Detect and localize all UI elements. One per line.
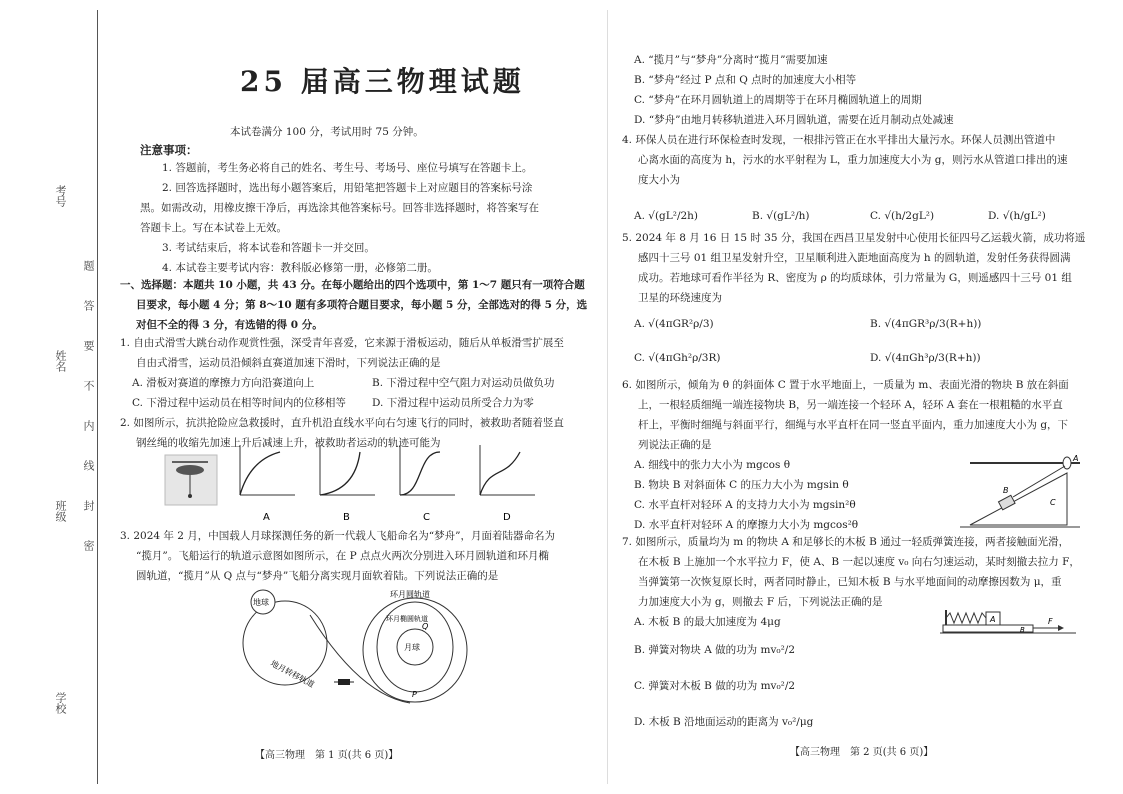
option-b: B. 物块 B 对斜面体 C 的压力大小为 mgsin θ — [634, 479, 849, 491]
option-d: D. “梦舟”由地月转移轨道进入环月圆轨道，需要在近月制动点处减速 — [634, 114, 954, 126]
margin-line-1 — [97, 10, 98, 784]
footer-page-2: 【高三物理 第 2 页(共 6 页)】 — [790, 747, 934, 758]
q-line: “揽月”。飞船运行的轨道示意图如图所示，在 P 点点火两次分别进入环月圆轨道和环月椭 — [136, 550, 549, 562]
seal-char: 答 — [82, 300, 95, 311]
field-xuexiao: 学校 — [54, 692, 67, 714]
circle-orbit-label: 环月圆轨道 — [390, 590, 430, 599]
q-line: 上，一根轻质细绳一端连接物块 B，另一端连接一个轻环 A，轻环 A 套在一根粗糙的水平直 — [638, 399, 1063, 411]
label-b: B — [343, 512, 350, 523]
spring — [946, 613, 986, 623]
graph-d — [480, 445, 535, 495]
seal-char: 题 — [82, 260, 95, 271]
q-line: 感四十三号 01 组卫星发射升空，卫星顺利进入距地面高度为 h 的圆轨道，发射任务获得圆满 — [638, 252, 1071, 264]
notice-line: 1. 答题前，考生务必将自己的姓名、考生号、考场号、座位号填写在答题卡上。 — [162, 162, 533, 174]
notice-line: 4. 本试卷主要考试内容：教科版必修第一册，必修第二册。 — [162, 262, 438, 274]
q2-figure — [160, 440, 540, 525]
option-c: C. 水平直杆对轻环 A 的支持力大小为 mgsin²θ — [634, 499, 856, 511]
ellipse-orbit-label: 环月椭圆轨道 — [386, 615, 428, 623]
option-d: D. 木板 B 沿地面运动的距离为 v₀²/μg — [634, 716, 814, 728]
option-a: A. “揽月”与“梦舟”分离时“揽月”需要加速 — [634, 54, 828, 66]
option-c: C. 弹簧对木板 B 做的功为 mv₀²/2 — [634, 680, 796, 692]
board-b-label: B — [1020, 626, 1025, 634]
graph-a — [240, 445, 295, 495]
arrow-head-icon — [1058, 625, 1064, 631]
option-b: B. √(gL²/h) — [752, 210, 810, 222]
label-c: C — [423, 512, 430, 523]
option-a: A. √(4πGR²ρ/3) — [634, 318, 714, 330]
q-line: 列说法正确的是 — [638, 439, 712, 451]
option-a: A. 滑板对赛道的摩擦力方向沿赛道向上 — [132, 377, 315, 389]
notice-list — [140, 158, 539, 278]
q-line: 1. 自由式滑雪大跳台动作观赏性强，深受青年喜爱，它来源于滑板运动，随后从单板滑雪扩展至 — [120, 337, 564, 349]
graph-c — [400, 445, 455, 495]
label-a: A — [263, 512, 270, 523]
notice-line: 黑。如需改动，用橡皮擦干净后，再选涂其他答案标号。回答非选择题时，将答案写在 — [140, 202, 539, 214]
question-3-options — [622, 50, 953, 130]
point-q: Q — [422, 622, 429, 631]
q-line: 成功。若地球可看作半径为 R、密度为 ρ 的均质球体，引力常量为 G，则遥感四十三号 01 组 — [638, 272, 1072, 284]
transfer-label: 地月转移轨道 — [269, 658, 316, 690]
question-3 — [120, 526, 555, 586]
q-line: 卫星的环绕速度为 — [638, 292, 722, 304]
q-line: 圆轨道，“揽月”从 Q 点与“梦舟”飞船分离实现月面软着陆。下列说法正确的是 — [136, 570, 499, 582]
q-line: 自由式滑雪，运动员沿倾斜直赛道加速下滑时，下列说法正确的是 — [136, 357, 441, 369]
q-line: 钢丝绳的收缩先加速上升后减速上升，被救助者运动的轨迹可能为 — [136, 437, 441, 449]
seal-char: 不 — [82, 380, 95, 391]
seal-char: 线 — [82, 460, 95, 471]
ring-a — [1063, 457, 1071, 469]
seal-char: 封 — [82, 500, 95, 511]
moon-label: 月球 — [404, 643, 420, 652]
force-label: F — [1048, 617, 1053, 626]
graph-b — [320, 445, 375, 495]
q5-row — [622, 314, 1085, 334]
section-line: 目要求，每小题 4 分；第 8～10 题有多项符合题目要求，每小题 5 分，全部选对的得 5 分，选 — [136, 299, 588, 311]
option-d: D. √(h/gL²) — [988, 210, 1046, 222]
option-b: B. √(4πGR³ρ/3(R+h)) — [870, 318, 982, 330]
seal-char: 内 — [82, 420, 95, 431]
section-line: 对但不全的得 3 分，有选错的得 0 分。 — [136, 319, 323, 331]
field-xingming: 姓名 — [54, 350, 67, 372]
q-line: 4. 环保人员在进行环保检查时发现，一根排污管正在水平排出大量污水。环保人员测出管道中 — [622, 134, 1056, 146]
spacecraft-icon — [334, 679, 354, 685]
q-line: 力加速度大小为 g，则撤去 F 后，下列说法正确的是 — [638, 596, 883, 608]
transfer-orbit — [310, 615, 410, 703]
section-1-heading — [120, 275, 587, 335]
q6-incline-figure — [955, 453, 1085, 533]
point-p: P — [412, 690, 417, 699]
section-line: 一、选择题：本题共 10 小题，共 43 分。在每小题给出的四个选项中，第 1～7 题只有一项符合题 — [120, 279, 585, 291]
q-line: 2. 如图所示，抗洪抢险应急救援时，直升机沿直线水平向右匀速飞行的同时，被救助者随着竖直 — [120, 417, 564, 429]
q1-row — [120, 393, 564, 413]
option-d: D. 水平直杆对轻环 A 的摩擦力大小为 mgcos²θ — [634, 519, 859, 531]
option-b: B. 弹簧对物块 A 做的功为 mv₀²/2 — [634, 644, 796, 656]
option-d: D. √(4πGh³ρ/3(R+h)) — [870, 352, 981, 364]
seal-char: 密 — [82, 540, 95, 551]
notice-line: 答题卡上。写在本试卷上无效。 — [140, 222, 287, 234]
ring-label: A — [1073, 454, 1079, 463]
label-d: D — [503, 512, 511, 523]
q-line: 杆上，平衡时细绳与斜面平行，细绳与水平直杆在同一竖直平面内，重力加速度大小为 g，下 — [638, 419, 1069, 431]
earth-label: 地球 — [253, 598, 269, 607]
footer-page-1: 【高三物理 第 1 页(共 6 页)】 — [255, 750, 399, 761]
q-line: 当弹簧第一次恢复原长时，两者同时静止，已知木板 B 与水平地面间的动摩擦因数为 μ，重 — [638, 576, 1062, 588]
option-b: B. 下滑过程中空气阻力对运动员做负功 — [372, 377, 555, 389]
field-kaohao: 考号 — [54, 185, 67, 207]
block-label: B — [1003, 486, 1009, 495]
seal-char: 要 — [82, 340, 95, 351]
option-c: C. √(h/2gL²) — [870, 210, 935, 222]
q-line: 心离水面的高度为 h，污水的水平射程为 L，重力加速度大小为 g，则污水从管道口排出的速 — [638, 154, 1068, 166]
option-a: A. √(gL²/2h) — [634, 210, 699, 222]
option-c: C. 下滑过程中运动员在相等时间内的位移相等 — [132, 397, 346, 409]
notice-line: 3. 考试结束后，将本试卷和答题卡一并交回。 — [162, 242, 375, 254]
block-a-label: A — [990, 615, 996, 624]
option-c: C. “梦舟”在环月圆轨道上的周期等于在环月椭圆轨道上的周期 — [634, 94, 922, 106]
q1-row — [120, 373, 564, 393]
q-line: 5. 2024 年 8 月 16 日 15 时 35 分，我国在西昌卫星发射中心使用长征四号乙运载火箭，成功将遥 — [622, 232, 1086, 244]
q7-spring-figure — [938, 605, 1078, 640]
incline-label: C — [1050, 498, 1056, 507]
q-line: 7. 如图所示，质量均为 m 的物块 A 和足够长的木板 B 通过一轻质弹簧连接，两者接触面光滑， — [622, 536, 1070, 548]
page-divider — [607, 10, 608, 784]
option-d: D. 下滑过程中运动员所受合力为零 — [372, 397, 534, 409]
q-line: 3. 2024 年 2 月，中国载人月球探测任务的新一代载人飞船命名为“梦舟”，月面着陆器命名为 — [120, 530, 556, 542]
q5-row — [622, 348, 1085, 368]
option-a: A. 细线中的张力大小为 mgcos θ — [634, 459, 791, 471]
question-4 — [622, 130, 1106, 226]
question-5 — [622, 228, 1085, 368]
notice-title: 注意事项： — [140, 143, 198, 157]
page-title: 25 届高三物理试题 — [240, 65, 525, 98]
question-1 — [120, 333, 564, 453]
notice-line: 2. 回答选择题时，选出每小题答案后，用铅笔把答题卡上对应题目的答案标号涂 — [162, 182, 533, 194]
field-banji: 班级 — [54, 500, 67, 522]
q3-orbit-figure — [240, 585, 475, 710]
q-line: 在木板 B 上施加一个水平拉力 F，使 A、B 一起以速度 v₀ 向右匀速运动，某时刻撤去拉力 F， — [638, 556, 1080, 568]
q4-options — [622, 206, 1106, 226]
q-line: 6. 如图所示，倾角为 θ 的斜面体 C 置于水平地面上，一质量为 m、表面光滑的物块 B 放在斜面 — [622, 379, 1069, 391]
exam-info: 本试卷满分 100 分，考试用时 75 分钟。 — [230, 126, 424, 138]
q-line: 度大小为 — [638, 174, 680, 186]
option-c: C. √(4πGh²ρ/3R) — [634, 352, 721, 364]
option-b: B. “梦舟”经过 P 点和 Q 点时的加速度大小相等 — [634, 74, 857, 86]
option-a: A. 木板 B 的最大加速度为 4μg — [634, 616, 781, 628]
